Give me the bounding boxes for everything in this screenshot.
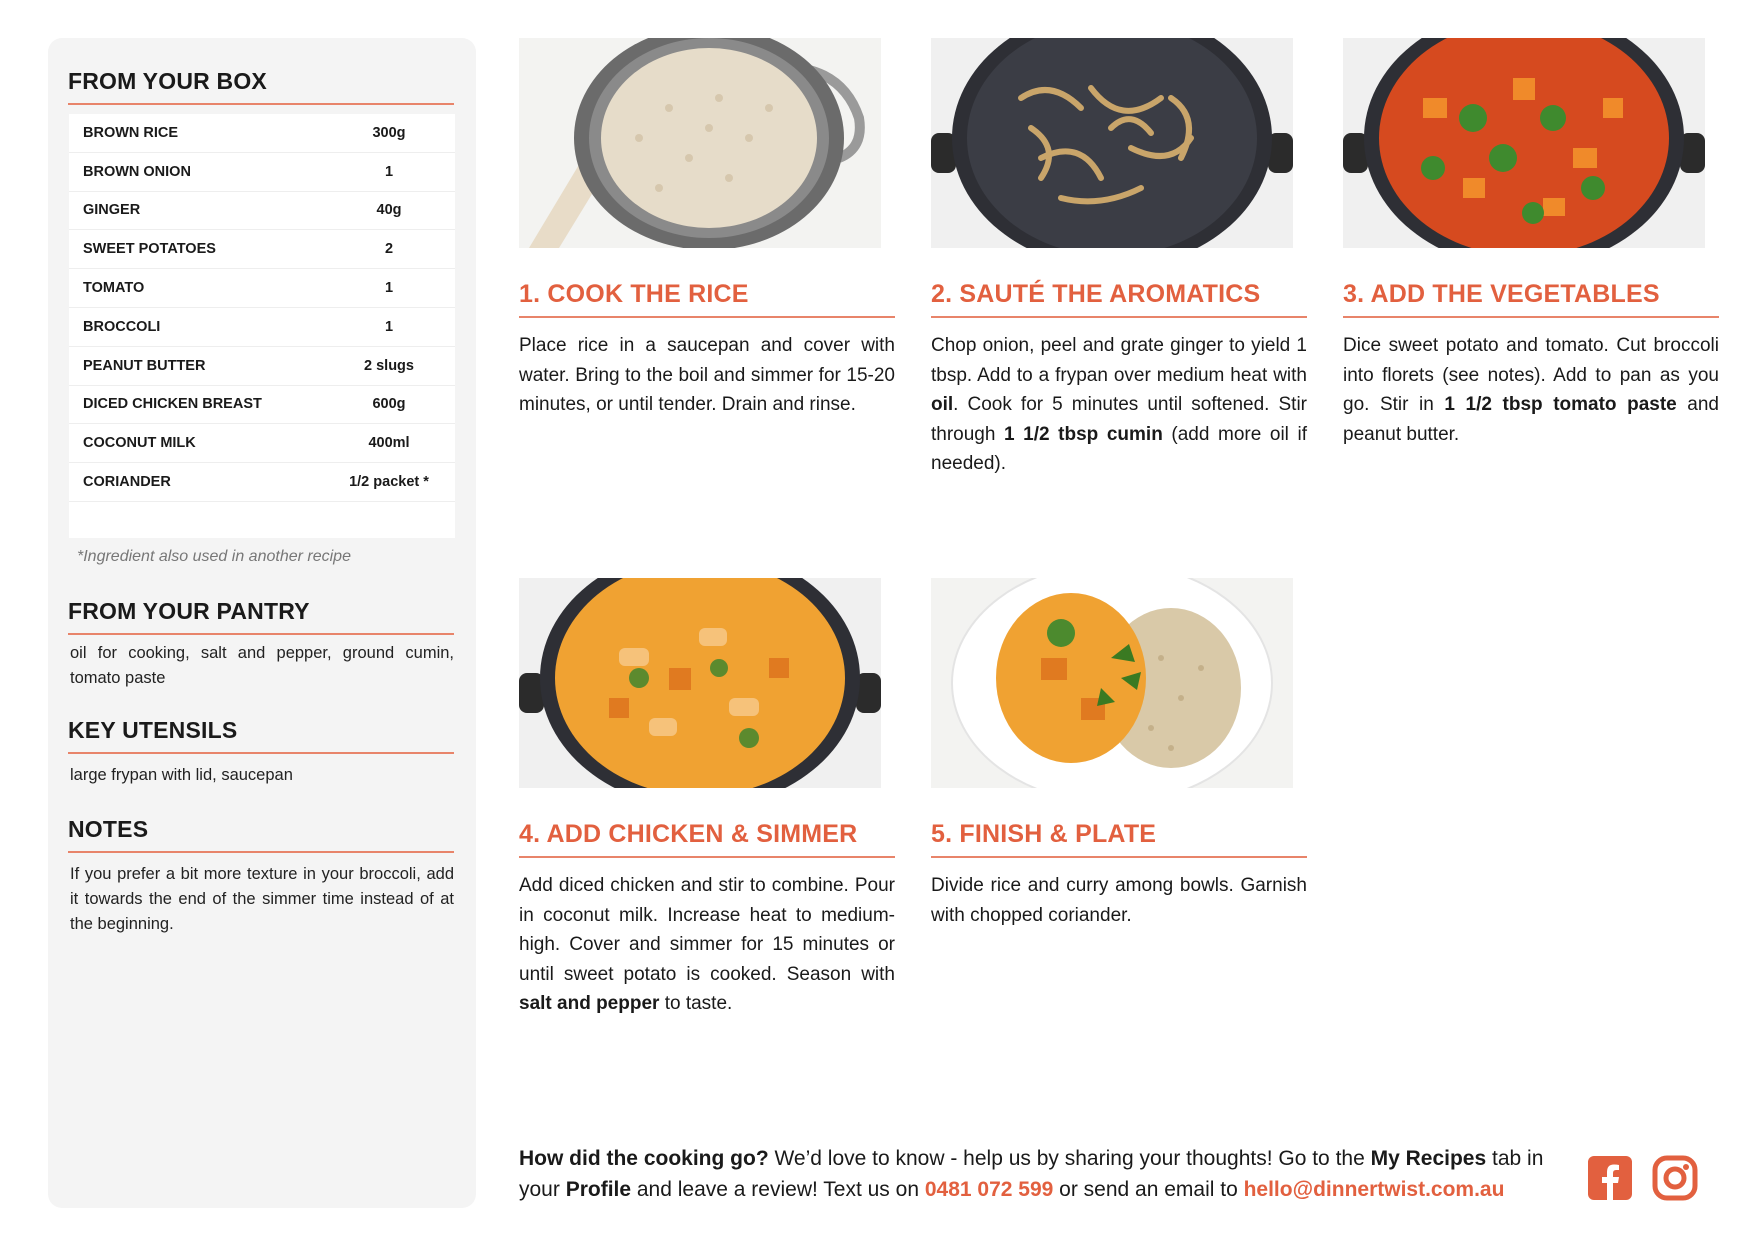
ingredient-name: TOMATO bbox=[83, 280, 145, 297]
step-text-emphasis: 1 1/2 tbsp cumin bbox=[1004, 423, 1163, 445]
notes-heading: NOTES bbox=[68, 816, 454, 853]
ingredient-qty: 300g bbox=[372, 124, 406, 141]
ingredient-row bbox=[69, 463, 455, 502]
step-2-image bbox=[931, 38, 1293, 248]
footer-question: How did the cooking go? bbox=[519, 1147, 769, 1170]
ingredient-row bbox=[69, 114, 455, 153]
ingredient-row bbox=[69, 347, 455, 386]
box-note: *Ingredient also used in another recipe bbox=[77, 548, 351, 565]
ingredient-row bbox=[69, 308, 455, 347]
step-text-emphasis: 1 1/2 tbsp tomato paste bbox=[1444, 394, 1677, 415]
ingredient-qty: 400ml bbox=[368, 435, 410, 452]
ingredient-qty: 1/2 packet * bbox=[349, 474, 429, 491]
utensils-text: large frypan with lid, saucepan bbox=[70, 766, 293, 784]
step-text-segment: (add more oil if needed). bbox=[931, 423, 1307, 474]
utensils-heading: KEY UTENSILS bbox=[68, 717, 454, 754]
email-link[interactable]: hello@dinnertwist.com.au bbox=[1243, 1178, 1505, 1201]
step-1-text bbox=[519, 331, 895, 420]
profile-link[interactable]: Profile bbox=[565, 1178, 632, 1201]
step-5-title: 5. FINISH & PLATE bbox=[931, 820, 1307, 858]
ingredients-sidebar bbox=[48, 38, 476, 1208]
step-text-emphasis: salt and pepper bbox=[519, 993, 660, 1014]
ingredient-row bbox=[69, 192, 455, 231]
ingredient-name: BROCCOLI bbox=[83, 318, 161, 335]
step-text-segment: to taste. bbox=[659, 993, 733, 1014]
step-text-segment: Dice sweet potato and tomato. Cut broccoli into florets (see notes). Add to pan as you go. Stir in bbox=[1343, 335, 1719, 415]
step-4-image bbox=[519, 578, 881, 788]
ingredient-qty: 1 bbox=[384, 318, 394, 335]
footer-text-1: We’d love to know - help us by sharing your thoughts! Go to the bbox=[768, 1147, 1371, 1170]
step-4-text bbox=[519, 871, 895, 1019]
ingredient-row bbox=[69, 269, 455, 308]
step-1-title: 1. COOK THE RICE bbox=[519, 280, 895, 318]
step-2-text bbox=[931, 331, 1307, 479]
ingredient-name: GINGER bbox=[83, 202, 141, 219]
ingredient-name: CORIANDER bbox=[83, 474, 171, 491]
step-5-text bbox=[931, 871, 1307, 930]
step-3-title: 3. ADD THE VEGETABLES bbox=[1343, 280, 1719, 318]
ingredient-row bbox=[69, 386, 455, 425]
footer-text-2: tab in your bbox=[519, 1147, 1544, 1201]
step-4-title: 4. ADD CHICKEN & SIMMER bbox=[519, 820, 895, 858]
instagram-icon[interactable] bbox=[1652, 1155, 1698, 1201]
ingredient-qty: 2 slugs bbox=[364, 357, 414, 374]
ingredient-row bbox=[69, 424, 455, 463]
ingredient-name: SWEET POTATOES bbox=[83, 241, 216, 258]
ingredient-qty: 2 bbox=[384, 241, 394, 258]
step-2-title: 2. SAUTÉ THE AROMATICS bbox=[931, 280, 1307, 318]
ingredient-qty: 40g bbox=[376, 202, 402, 219]
step-3-image bbox=[1343, 38, 1705, 248]
step-3-text bbox=[1343, 331, 1719, 449]
ingredient-name: COCONUT MILK bbox=[83, 435, 196, 452]
ingredient-row bbox=[69, 230, 455, 269]
ingredient-qty: 600g bbox=[372, 396, 406, 413]
ingredient-name: BROWN RICE bbox=[83, 124, 179, 141]
footer-text-3: and leave a review! Text us on bbox=[631, 1178, 925, 1201]
step-1-image bbox=[519, 38, 881, 248]
step-text-segment: and peanut butter. bbox=[1343, 394, 1719, 445]
ingredient-name: PEANUT BUTTER bbox=[83, 357, 206, 374]
step-text-segment: Chop onion, peel and grate ginger to yield 1 tbsp. Add to a frypan over medium heat with bbox=[931, 335, 1307, 386]
footer-text-4: or send an email to bbox=[1053, 1178, 1244, 1201]
ingredients-table bbox=[69, 114, 455, 538]
box-heading: FROM YOUR BOX bbox=[68, 68, 454, 105]
pantry-text: oil for cooking, salt and pepper, ground cumin, tomato paste bbox=[70, 644, 454, 687]
feedback-footer bbox=[519, 1143, 1579, 1205]
ingredient-qty: 1 bbox=[384, 280, 394, 297]
facebook-icon[interactable] bbox=[1587, 1155, 1633, 1201]
step-5-image bbox=[931, 578, 1293, 788]
ingredient-row bbox=[69, 153, 455, 192]
step-text-segment: Add diced chicken and stir to combine. Pour in coconut milk. Increase heat to medium-high. Cover and simmer for 15 minutes or until sweet potato is cooked. Season with bbox=[519, 875, 895, 985]
my-recipes-link[interactable]: My Recipes bbox=[1370, 1147, 1487, 1170]
ingredient-name: BROWN ONION bbox=[83, 163, 191, 180]
pantry-heading: FROM YOUR PANTRY bbox=[68, 598, 454, 635]
step-text-segment: Divide rice and curry among bowls. Garnish with chopped coriander. bbox=[931, 875, 1307, 926]
notes-text: If you prefer a bit more texture in your broccoli, add it towards the end of the simmer time instead of at the beginning. bbox=[70, 865, 454, 933]
ingredient-name: DICED CHICKEN BREAST bbox=[83, 396, 262, 413]
step-text-segment: Place rice in a saucepan and cover with water. Bring to the boil and simmer for 15-20 minutes, or until tender. Drain and rinse. bbox=[519, 335, 895, 415]
ingredient-qty: 1 bbox=[384, 163, 394, 180]
step-text-segment: . Cook for 5 minutes until softened. Stir through bbox=[931, 394, 1307, 445]
step-text-emphasis: oil bbox=[931, 394, 954, 415]
phone-link[interactable]: 0481 072 599 bbox=[924, 1178, 1054, 1201]
